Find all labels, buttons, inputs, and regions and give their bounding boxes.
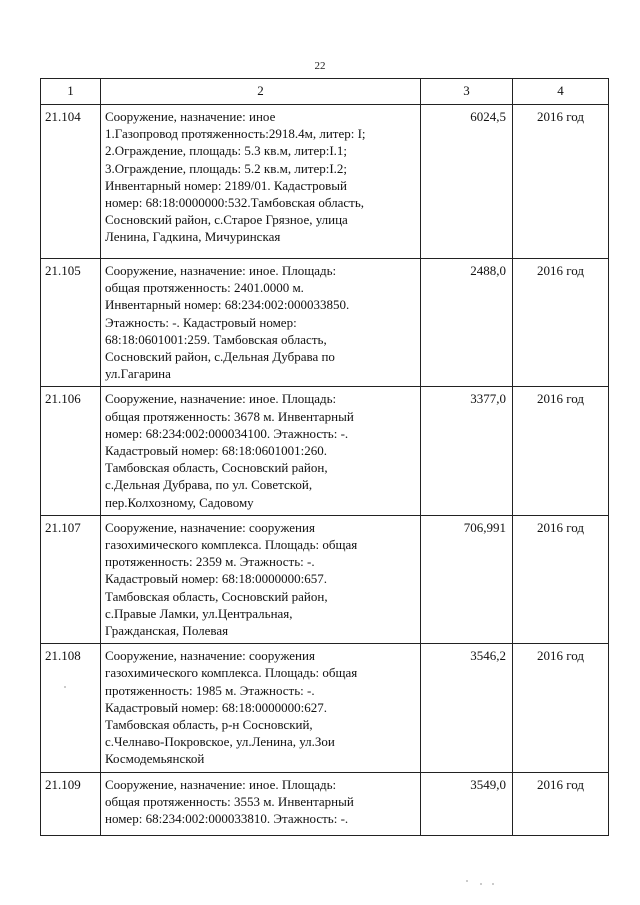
table-row bbox=[41, 772, 609, 835]
row-number: 21.106 bbox=[41, 387, 101, 515]
row-description bbox=[101, 105, 421, 259]
page-number: 22 bbox=[314, 60, 326, 72]
row-description bbox=[101, 259, 421, 387]
scan-speck bbox=[466, 880, 468, 882]
row-area: 6024,5 bbox=[421, 105, 513, 259]
column-header-4: 4 bbox=[513, 79, 609, 105]
row-description bbox=[101, 387, 421, 515]
description-text: Сооружение, назначение: иное. Площадь: общая протяженность: 3553 м. Инвентарный номер: 68:234:002:000033810. Этажность: -. bbox=[105, 776, 354, 827]
column-header-2: 2 bbox=[101, 79, 421, 105]
row-year: 2016 год bbox=[513, 644, 609, 772]
row-description bbox=[101, 644, 421, 772]
row-area: 3546,2 bbox=[421, 644, 513, 772]
row-year: 2016 год bbox=[513, 515, 609, 643]
description-text: Сооружение, назначение: иное. Площадь: общая протяженность: 3678 м. Инвентарный номер: 68:234:002:000034100. Этажность: -. Кадастровый номер: 68:18:0601001:260. Тамбовская область, Сосновский район, с.Дельная Дубрава, по ул. Советской, пер.Колхозному, Садовому bbox=[105, 391, 354, 510]
column-header-3: 3 bbox=[421, 79, 513, 105]
description-text: Сооружение, назначение: иное 1.Газопровод протяженность:2918.4м, литер: I; 2.Ограждение, площадь: 5.3 кв.м, литер:I.1; 3.Ограждение, площадь: 5.2 кв.м, литер:I.2; Инвентарный номер: 2189/01. Кадастровый номер: 68:18:0000000:532.Тамбовская область, Сосновский район, с.Старое Грязное, улица Ленина, Гадкина, Мичуринская bbox=[105, 109, 366, 245]
row-year: 2016 год bbox=[513, 259, 609, 387]
scan-speck bbox=[64, 686, 66, 688]
header-row bbox=[41, 79, 609, 105]
description-text: Сооружение, назначение: иное. Площадь: общая протяженность: 2401.0000 м. Инвентарный номер: 68:234:002:000033850. Этажность: -. Кадастровый номер: 68:18:0601001:259. Тамбовская область, Сосновский район, с.Дельная Дубрава по ул.Гагарина bbox=[105, 263, 350, 382]
property-registry-table bbox=[40, 78, 609, 836]
row-year: 2016 год bbox=[513, 105, 609, 259]
table-row bbox=[41, 387, 609, 515]
row-area: 3377,0 bbox=[421, 387, 513, 515]
scan-speck bbox=[492, 883, 494, 885]
table-row bbox=[41, 259, 609, 387]
row-area: 706,991 bbox=[421, 515, 513, 643]
row-number: 21.104 bbox=[41, 105, 101, 259]
table-row bbox=[41, 105, 609, 259]
scan-speck bbox=[480, 883, 482, 885]
row-number: 21.109 bbox=[41, 772, 101, 835]
row-area: 3549,0 bbox=[421, 772, 513, 835]
row-year: 2016 год bbox=[513, 772, 609, 835]
row-number: 21.107 bbox=[41, 515, 101, 643]
row-description bbox=[101, 772, 421, 835]
table-row bbox=[41, 644, 609, 772]
table-row bbox=[41, 515, 609, 643]
row-description bbox=[101, 515, 421, 643]
column-header-1: 1 bbox=[41, 79, 101, 105]
row-year: 2016 год bbox=[513, 387, 609, 515]
row-area: 2488,0 bbox=[421, 259, 513, 387]
row-number: 21.105 bbox=[41, 259, 101, 387]
description-text: Сооружение, назначение: сооружения газохимического комплекса. Площадь: общая протяженность: 1985 м. Этажность: -. Кадастровый номер: 68:18:0000000:627. Тамбовская область, р-н Сосновский, с.Челнаво-Покровское, ул.Ленина, ул.Зои Космодемьянской bbox=[105, 648, 358, 767]
description-text: Сооружение, назначение: сооружения газохимического комплекса. Площадь: общая протяженность: 2359 м. Этажность: -. Кадастровый номер: 68:18:0000000:657. Тамбовская область, Сосновский район, с.Правые Ламки, ул.Центральная, Гражданская, Полевая bbox=[105, 519, 358, 639]
row-number: 21.108 bbox=[41, 644, 101, 772]
